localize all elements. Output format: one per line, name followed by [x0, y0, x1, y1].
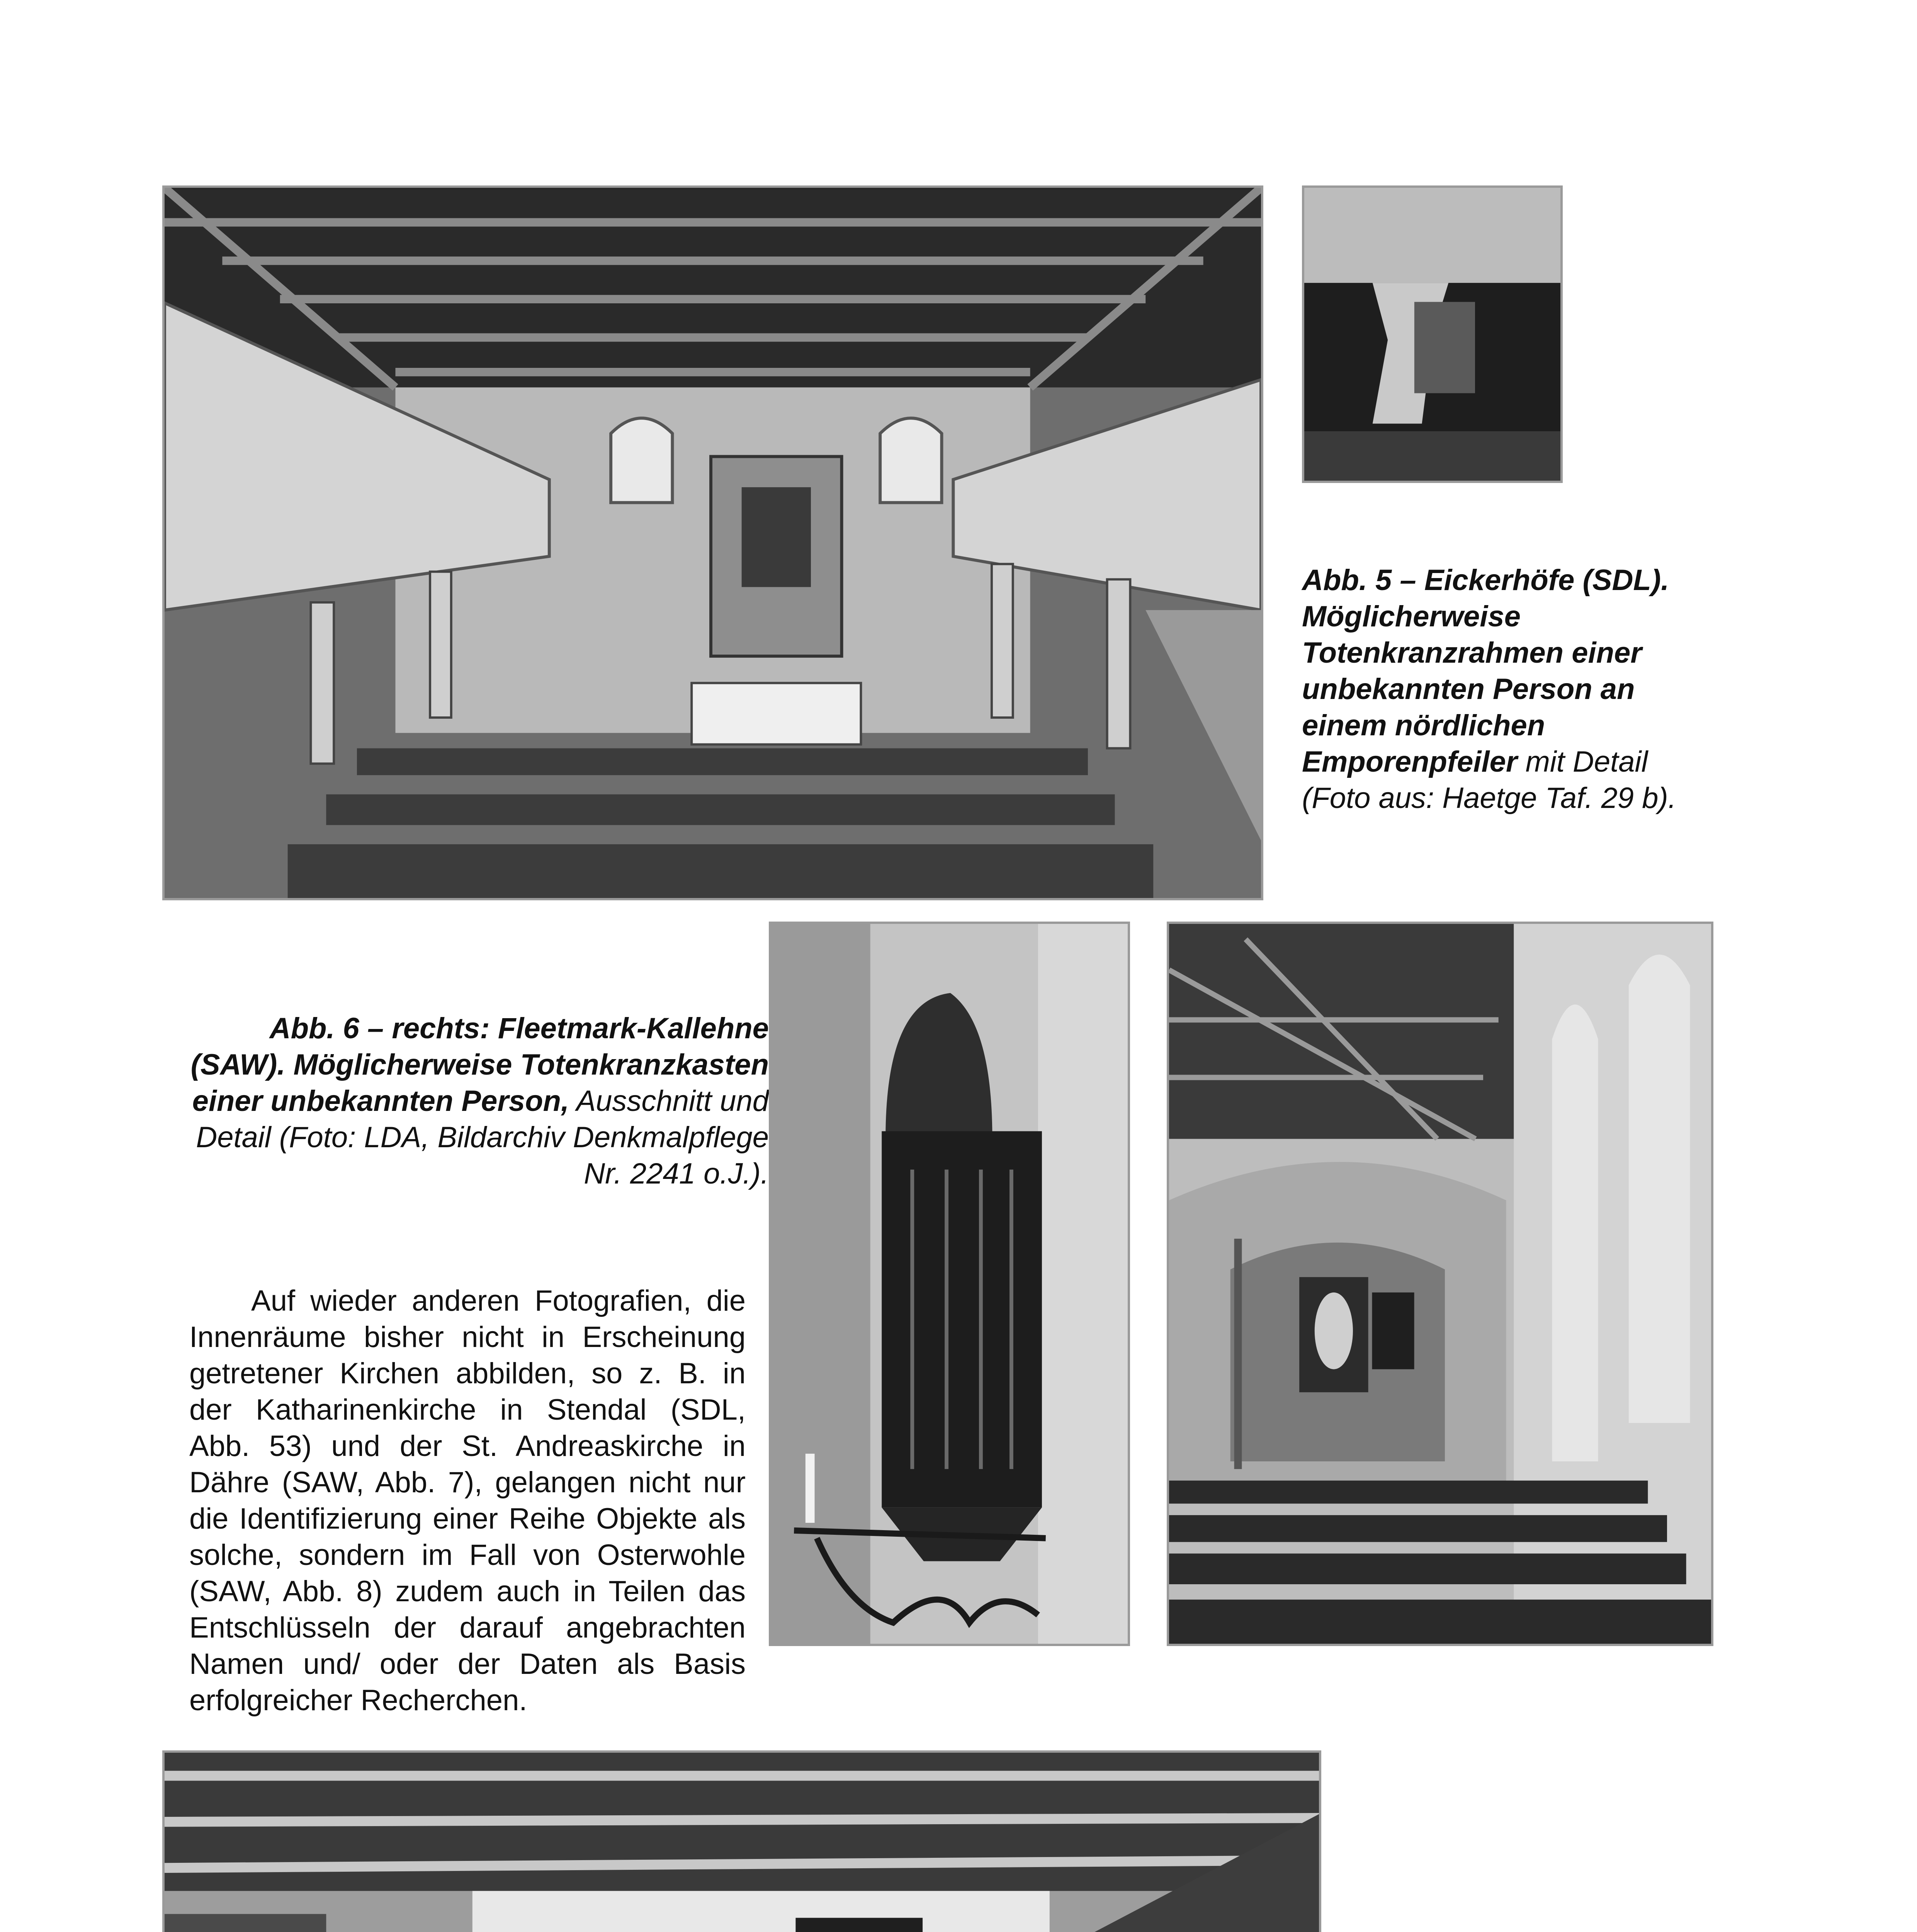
caption-abb5-credit: mit Detail (Foto aus: Haetge Taf. 29 b). [1302, 745, 1676, 815]
caption-abb6-label: Abb. 6 – rechts: Fleetmark-Kallehne (SAW). Möglicherweise Totenkranzkasten einer unbekannten Person, [190, 1012, 769, 1117]
caption-abb6-credit: Ausschnitt und Detail (Foto: LDA, Bildarchiv Denkmalpflege Nr. 2241 o.J.). [196, 1085, 769, 1190]
photo-abb7-daehre [162, 1750, 1321, 1932]
photo-abb6-nave [1167, 922, 1713, 1646]
body-paragraph: Auf wieder anderen Fotografien, die Innenräume bisher nicht in Erscheinung getretener Kirchen abbilden, so z. B. in der Katharinenkirche in Stendal (SDL, Abb. 53) und der St. Andreaskirche in Dähre (SAW, Abb. 7), gelangen nicht nur die Identifizierung einer Reihe Objekte als solche, sondern im Fall von Osterwohle (SAW, Abb. 8) zudem auch in Teilen das Entschlüsseln der darauf angebrachten Namen und/ oder der Daten als Basis erfolgreicher Recherchen. [189, 1284, 746, 1717]
photo-abb6-wreath-case [769, 922, 1130, 1646]
photo-abb5-interior [162, 185, 1263, 900]
caption-abb6 [189, 1010, 769, 1192]
caption-abb5-label: Abb. 5 – Eickerhöfe (SDL). Möglicherweise Totenkranzrahmen einer unbekannten Person an einem nördlichen Emporenpfeiler [1302, 564, 1669, 778]
caption-abb5 [1302, 562, 1711, 816]
photo-abb5-detail [1302, 185, 1563, 483]
